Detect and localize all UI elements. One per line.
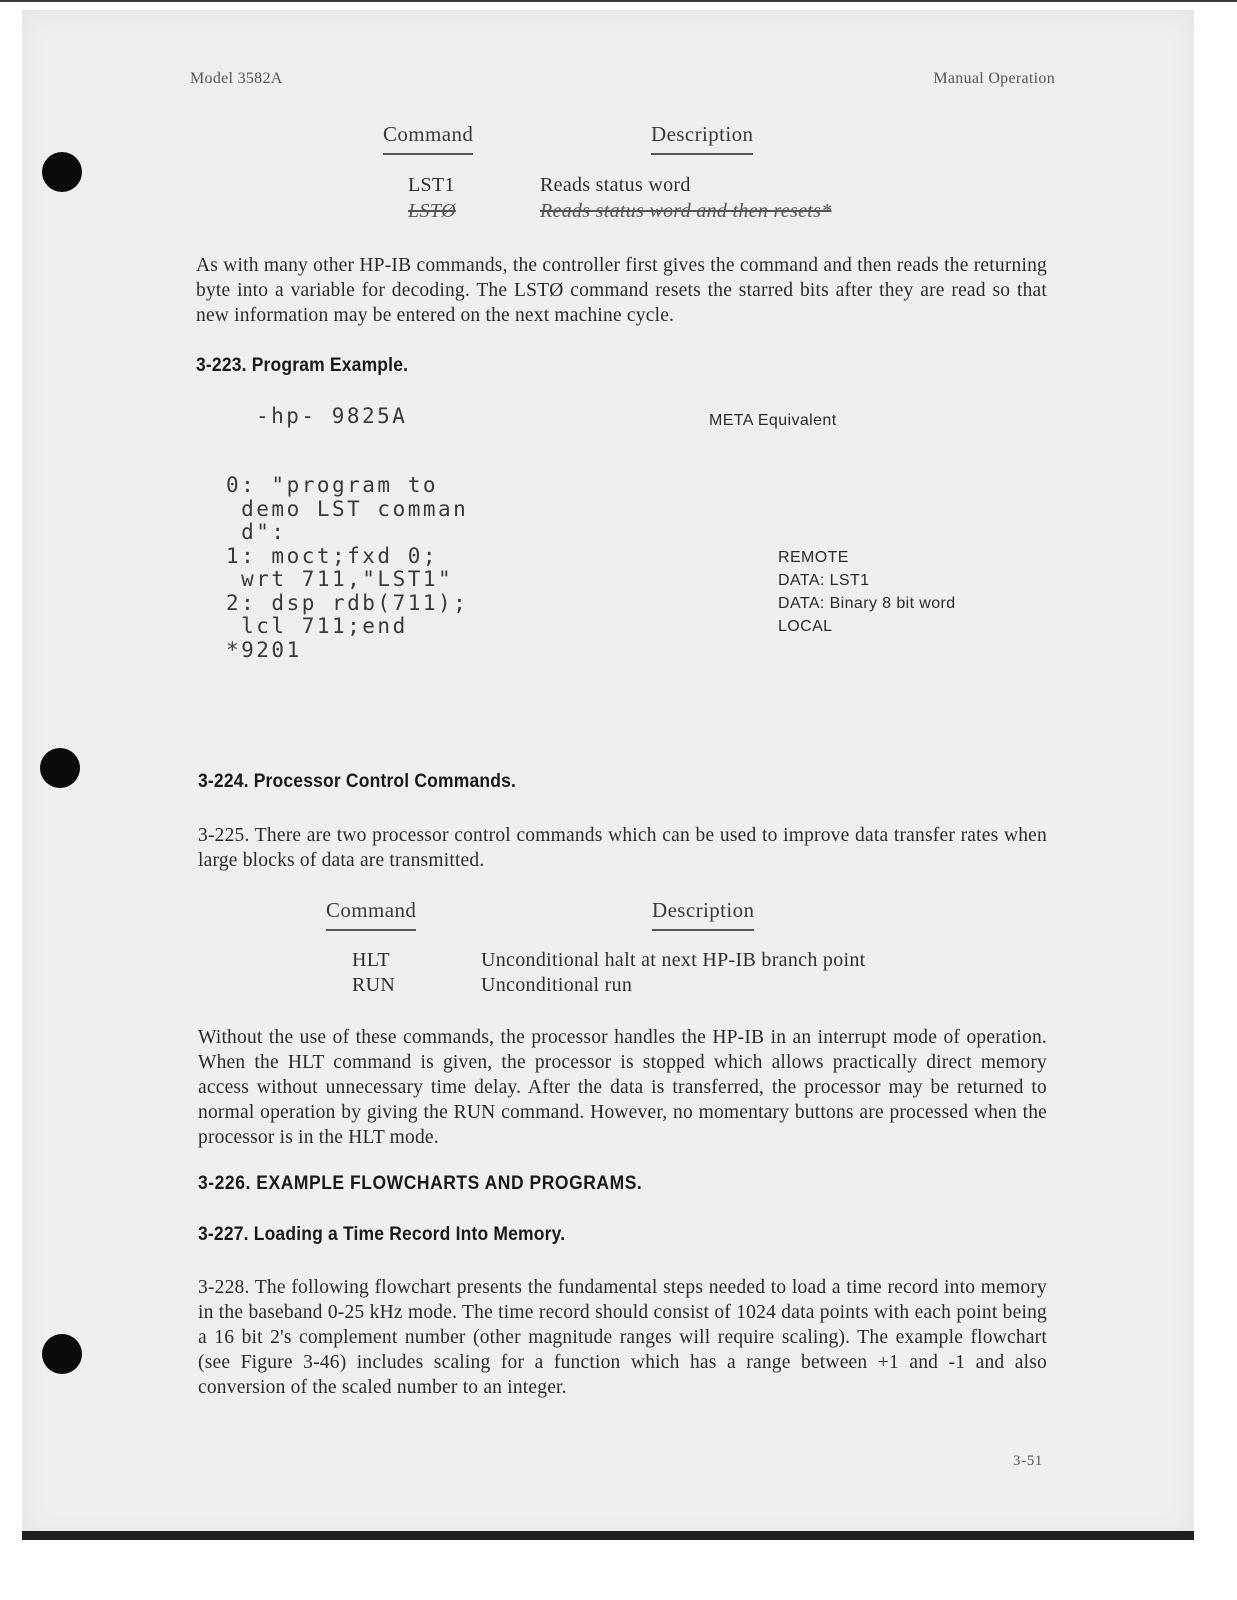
binder-hole-top xyxy=(42,152,82,192)
meta-equivalent-listing xyxy=(778,549,956,641)
section-heading-3-226: 3-226. EXAMPLE FLOWCHARTS AND PROGRAMS. xyxy=(198,1173,643,1194)
paragraph-3-228: 3-228. The following flowchart presents the fundamental steps needed to load a time record into memory in the baseband 0-25 kHz mode. The time record should consist of 1024 data points with each point being a 16 bit 2's complement number (other magnitude ranges will require scaling). The example flowchart (see Figure 3-46) includes scaling for a function which has a range between +1 and -1 and also conversion of the scaled number to an integer. xyxy=(198,1277,1047,1398)
code-line: *9201 xyxy=(226,637,302,662)
scan-bottom-edge xyxy=(22,1531,1194,1540)
proc-table-description-header: Description xyxy=(652,898,754,931)
meta-line: DATA: LST1 xyxy=(778,572,870,589)
code-line: 0: "program to xyxy=(226,473,439,497)
code-line: wrt 711,"LST1" xyxy=(226,567,454,591)
lst-row-1-description: Reads status word xyxy=(540,174,691,196)
proc-row-hlt-command: HLT xyxy=(352,949,390,971)
section-heading-3-223: 3-223. Program Example. xyxy=(196,355,409,376)
binder-hole-middle xyxy=(40,748,80,788)
header-model: Model 3582A xyxy=(190,70,283,87)
meta-line: DATA: Binary 8 bit word xyxy=(778,595,956,612)
lst-table-command-header: Command xyxy=(383,122,473,155)
code-line: d": xyxy=(226,520,287,544)
lst-row-2-command: LSTØ xyxy=(408,200,456,222)
code-line: 2: dsp rdb(711); xyxy=(226,590,469,615)
section-heading-3-227: 3-227. Loading a Time Record Into Memory. xyxy=(198,1224,566,1245)
meta-line: REMOTE xyxy=(778,549,849,566)
paragraph-hlt-run-explanation: Without the use of these commands, the processor handles the HP-IB in an interrupt mode of operation. When the HLT command is given, the processor is stopped which allows practically direct memory access without unnecessary time delay. After the data is transferred, the processor may be returned to normal operation by giving the RUN command. However, no momentary buttons are processed when the processor is in the HLT mode. xyxy=(198,1027,1047,1148)
binder-hole-bottom xyxy=(42,1334,82,1374)
proc-row-run-command: RUN xyxy=(352,974,396,996)
header-section: Manual Operation xyxy=(933,70,1055,87)
page-number: 3-51 xyxy=(1013,1453,1043,1469)
lst-row-2-description: Reads status word and then resets* xyxy=(540,200,832,222)
meta-line: LOCAL xyxy=(778,618,833,635)
paragraph-lst-explanation: As with many other HP-IB commands, the controller first gives the command and then reads the returning byte into a variable for decoding. The LSTØ command resets the starred bits after they are read so that new information may be entered on the next machine cycle. xyxy=(196,255,1047,326)
paragraph-3-225: 3-225. There are two processor control commands which can be used to improve data transfer rates when large blocks of data are transmitted. xyxy=(198,825,1047,871)
lst-row-1-command: LST1 xyxy=(408,174,455,196)
proc-row-hlt-description: Unconditional halt at next HP-IB branch point xyxy=(481,949,866,971)
proc-row-run-description: Unconditional run xyxy=(481,974,633,996)
code-line: 1: moct;fxd 0; xyxy=(226,543,439,568)
scan-top-edge xyxy=(0,0,1237,2)
code-line: lcl 711;end xyxy=(226,614,408,638)
proc-table-command-header: Command xyxy=(326,898,416,931)
meta-equivalent-heading: META Equivalent xyxy=(709,412,837,429)
program-listing xyxy=(226,474,468,662)
section-heading-3-224: 3-224. Processor Control Commands. xyxy=(198,771,517,792)
code-line: demo LST comman xyxy=(226,496,469,521)
calculator-model-label: -hp- 9825A xyxy=(256,404,408,428)
lst-table-description-header: Description xyxy=(651,122,753,155)
